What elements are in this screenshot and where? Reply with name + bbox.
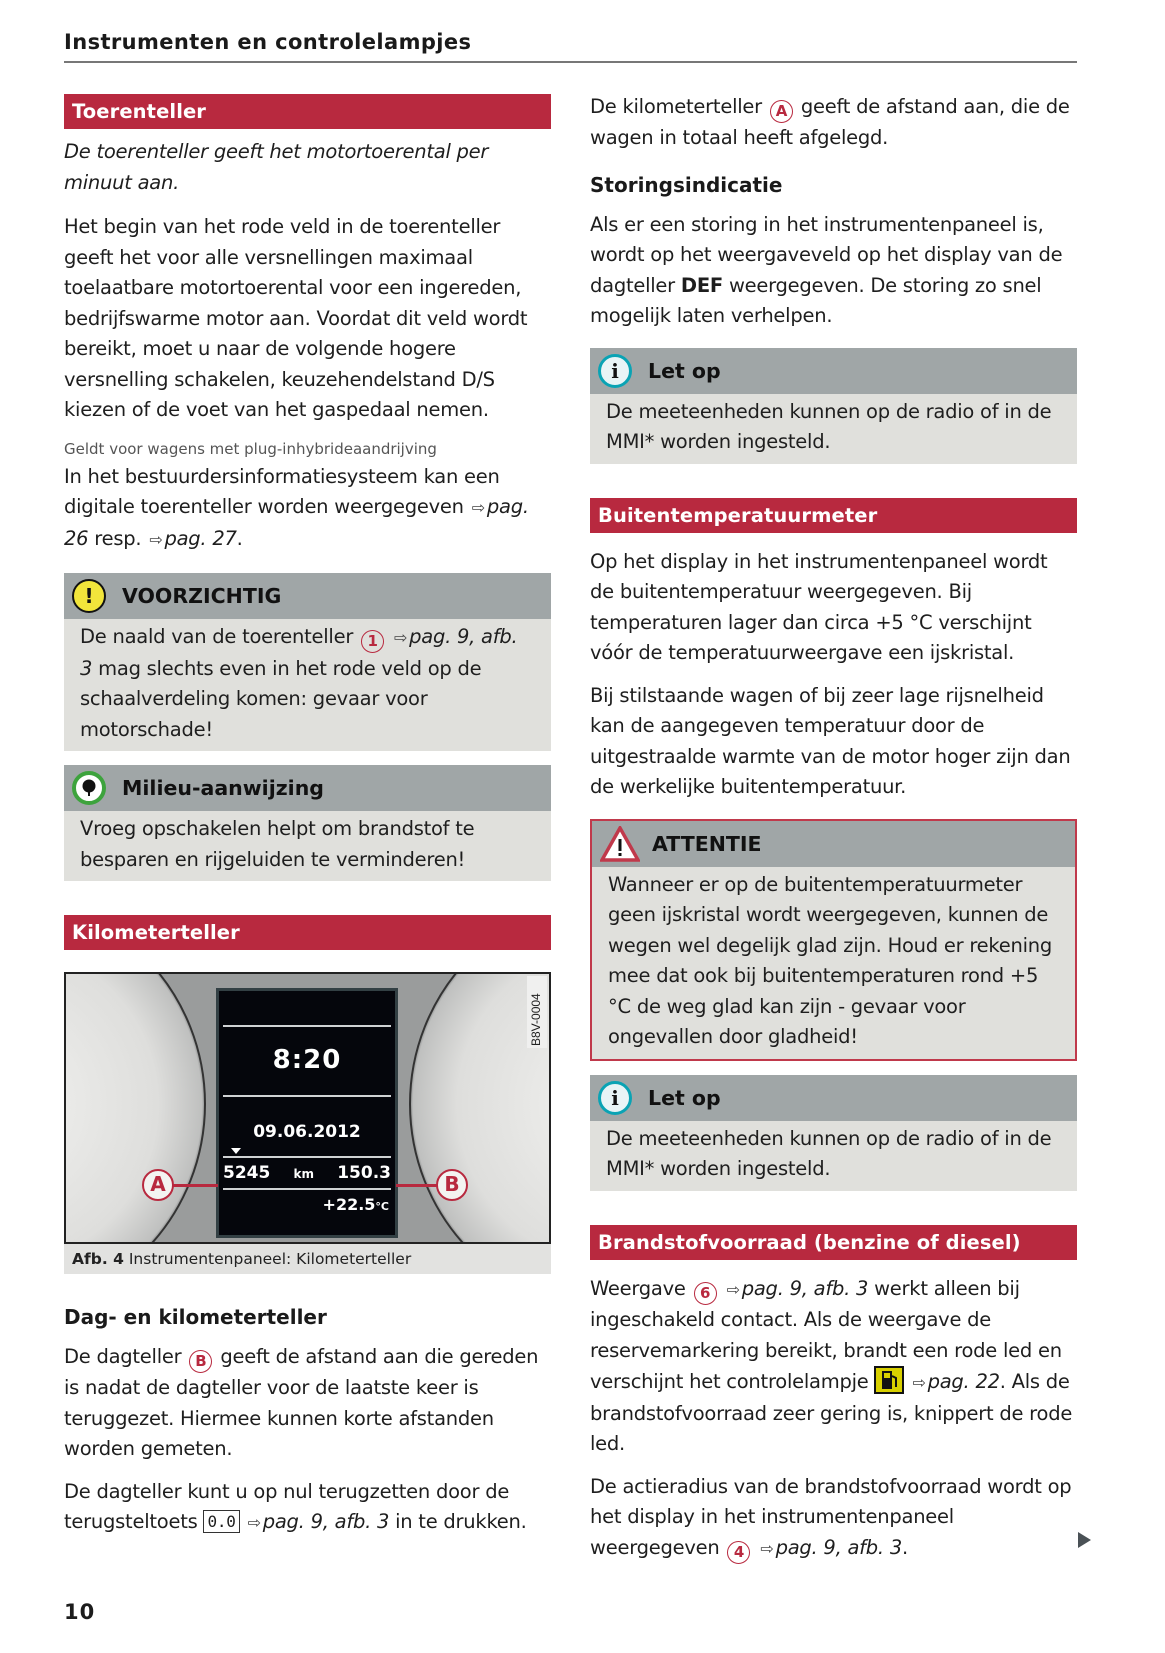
fuel-paragraph-1 (590, 1274, 1077, 1460)
text-part: weergegeven. De storing zo snel mogelijk laten verhelpen. (590, 273, 1042, 327)
odometer-value: 5245 (223, 1163, 271, 1183)
attention-title: ATTENTIE (652, 831, 762, 856)
environment-box (64, 765, 551, 881)
arrow-ref-icon: ⇨ (760, 1538, 774, 1558)
page-number: 10 (64, 1600, 96, 1624)
page-reference-link[interactable]: pag. 22 (927, 1370, 1000, 1393)
subheading-storingsindicatie: Storingsindicatie (590, 172, 783, 197)
display-date: 09.06.2012 (253, 1122, 361, 1142)
display-time: 8:20 (272, 1045, 342, 1075)
note-text: De meeteenheden kunnen op de radio of in de MMI* worden ingesteld. (606, 399, 1052, 453)
temperature-value: +22.5 (322, 1195, 376, 1214)
environment-text: Vroeg opschakelen helpt om brandstof te besparen en rijgeluiden te verminderen! (80, 817, 475, 871)
hybrid-applicability-note: Geldt voor wagens met plug-inhybrideaandrijving (64, 439, 437, 458)
buitentemp-paragraph-2: Bij stilstaande wagen of bij zeer lage rijsnelheid kan de aangegeven temperatuur door de uitgestraalde warmte van de motor hoger zijn dan de werkelijke buitentemperatuur. (590, 683, 1071, 798)
info-icon: i (598, 354, 632, 388)
text-part: Weergave (590, 1276, 686, 1300)
text-part: De actieradius van de brandstofvoorraad wordt op het display in het instrumentenpaneel weergegeven (590, 1474, 1072, 1559)
text-part: werkt alleen bij ingeschakeld contact. Als de weergave de reservemarkering bereikt, brandt een rode led en verschijnt het controlelampje (590, 1276, 1062, 1393)
figure-caption-text: Instrumentenpaneel: Kilometerteller (128, 1250, 412, 1268)
arrow-ref-icon: ⇨ (912, 1373, 926, 1392)
hybrid-resp: resp. (94, 526, 142, 550)
marker-circle: 4 (727, 1541, 750, 1564)
page-header (64, 28, 1077, 63)
text-part: De kilometerteller (590, 95, 762, 118)
arrow-ref-icon: ⇨ (394, 628, 408, 647)
fuel-pump-warning-icon (874, 1366, 904, 1394)
attention-text: Wanneer er op de buitentemperatuurmeter geen ijskristal wordt weergegeven, kunnen de wegen wel degelijk glad zijn. Houd er rekening mee dat ook bij buitentemperaturen rond +5 °C de weg glad kan zijn - gevaar voor ongevallen door gladheid! (608, 872, 1053, 1048)
section-heading-toerenteller: Toerenteller (64, 94, 551, 129)
right-column (590, 94, 1077, 1564)
text-part: De dagteller (64, 1345, 182, 1368)
page-reference-link[interactable]: pag. 26 (64, 495, 529, 550)
section-heading-kilometerteller: Kilometerteller (64, 915, 551, 950)
text-part: Als er een storing in het instrumentenpaneel is, wordt op het weergaveveld op het display van de dagteller (590, 212, 1063, 297)
reset-paragraph (64, 1477, 551, 1539)
callout-b-line (396, 1184, 440, 1187)
caution-text (64, 619, 551, 751)
figure-label: Afb. 4 (72, 1250, 124, 1268)
driver-info-display (216, 988, 398, 1238)
continue-next-page-icon[interactable] (1078, 1532, 1091, 1548)
note-box-2 (590, 1075, 1077, 1191)
text-part: geeft de afstand aan die gereden is nadat de dagteller voor de laatste keer is teruggezet. Hiermee kunnen korte afstanden worden gemeten. (64, 1345, 539, 1460)
arrow-ref-icon: ⇨ (726, 1279, 740, 1299)
figure-caption (64, 1244, 551, 1274)
outside-temperature (219, 1190, 395, 1220)
text-part: . Als de brandstofvoorraad zeer gering is, knippert de rode led. (590, 1370, 1073, 1455)
period: . (901, 1535, 908, 1559)
caution-text-part: De naald van de toerenteller (80, 625, 354, 648)
def-code: DEF (680, 273, 723, 297)
marker-circle: 6 (694, 1282, 717, 1305)
down-triangle-icon (231, 1148, 241, 1154)
environment-title: Milieu-aanwijzing (122, 776, 324, 800)
callout-b: B (436, 1169, 468, 1201)
caution-box (64, 573, 551, 751)
figure-code (527, 976, 547, 1048)
exclamation-warning-icon: ! (72, 579, 106, 613)
odometer-paragraph (590, 92, 1077, 154)
figure-code-text: B8V-0004 (529, 993, 543, 1046)
info-icon: i (598, 1081, 632, 1115)
caution-box-header (64, 573, 551, 619)
text-part: in te drukken. (395, 1510, 527, 1533)
header-rule (64, 61, 1077, 63)
distance-unit: km (293, 1167, 315, 1181)
odometer-row (219, 1158, 395, 1188)
page-reference-link[interactable]: pag. 9, afb. 3 (741, 1276, 869, 1300)
caution-text-part: mag slechts even in het rode veld op de schaalverdeling komen: gevaar voor motorschade! (80, 656, 482, 741)
text-part: De dagteller kunt u op nul terugzetten door de terugsteltoets (64, 1479, 510, 1533)
fuel-paragraph-2 (590, 1472, 1077, 1565)
page-reference-link[interactable]: pag. 27 (164, 526, 237, 550)
note-box-header (590, 1075, 1077, 1121)
tree-environment-icon (72, 771, 106, 805)
note-title: Let op (648, 1085, 721, 1110)
marker-circle: A (770, 100, 793, 123)
chapter-title: Instrumenten en controlelampjes (64, 30, 472, 54)
marker-circle: B (189, 1350, 212, 1373)
hybrid-paragraph (64, 462, 551, 556)
hybrid-text: In het bestuurdersinformatiesysteem kan een digitale toerenteller worden weergegeven (64, 464, 500, 518)
toerenteller-body: Het begin van het rode veld in de toerenteller geeft het voor alle versnellingen maximaal toelaatbare motortoerental voor een ingereden, bedrijfswarme motor aan. Voordat dit veld wordt bereikt, moet u naar de volgende hogere versnelling schakelen, keuzehendelstand D/S kiezen of de voet van het gaspedaal nemen. (64, 215, 528, 421)
buitentemp-paragraph-1: Op het display in het instrumentenpaneel wordt de buitentemperatuur weergegeven. Bij temperaturen lager dan circa +5 °C verschijnt vóór de temperatuurweergave een ijskristal. (590, 549, 1048, 664)
attention-box (590, 819, 1077, 1061)
callout-a: A (142, 1169, 174, 1201)
marker-circle: 1 (361, 630, 384, 653)
instrument-panel-figure (64, 972, 551, 1244)
arrow-ref-icon: ⇨ (247, 1513, 261, 1532)
attention-box-header (592, 821, 1075, 867)
subheading-dag-kilometerteller: Dag- en kilometerteller (64, 1305, 327, 1329)
note-box-header (590, 348, 1077, 394)
arrow-ref-icon: ⇨ (149, 529, 163, 549)
trip-value: 150.3 (337, 1163, 391, 1183)
environment-box-header (64, 765, 551, 811)
page-reference-link[interactable]: pag. 9, afb. 3 (775, 1535, 902, 1559)
page-reference-link[interactable]: pag. 9, afb. 3 (262, 1510, 390, 1533)
left-column (64, 94, 551, 1539)
storing-paragraph (590, 210, 1077, 332)
arrow-ref-icon: ⇨ (471, 498, 485, 517)
caution-title: VOORZICHTIG (122, 584, 282, 608)
text-part: geeft de afstand aan, die de wagen in totaal heeft afgelegd. (590, 95, 1070, 149)
page-reference-link[interactable]: pag. 9, afb. 3 (80, 625, 518, 680)
note-text: De meeteenheden kunnen op de radio of in de MMI* worden ingesteld. (606, 1126, 1052, 1180)
section-heading-buitentemperatuurmeter: Buitentemperatuurmeter (590, 498, 1077, 533)
section-heading-brandstofvoorraad: Brandstofvoorraad (benzine of diesel) (590, 1225, 1077, 1260)
left-gauge (64, 972, 206, 1244)
period: . (236, 526, 243, 550)
reset-key-symbol: 0.0 (203, 1510, 239, 1533)
warning-triangle-icon (600, 826, 640, 862)
note-box (590, 348, 1077, 464)
toerenteller-intro: De toerenteller geeft het motortoerental per minuut aan. (64, 140, 489, 194)
temperature-unit: °C (375, 1200, 389, 1213)
note-title: Let op (648, 358, 721, 383)
trip-meter-paragraph (64, 1342, 551, 1465)
